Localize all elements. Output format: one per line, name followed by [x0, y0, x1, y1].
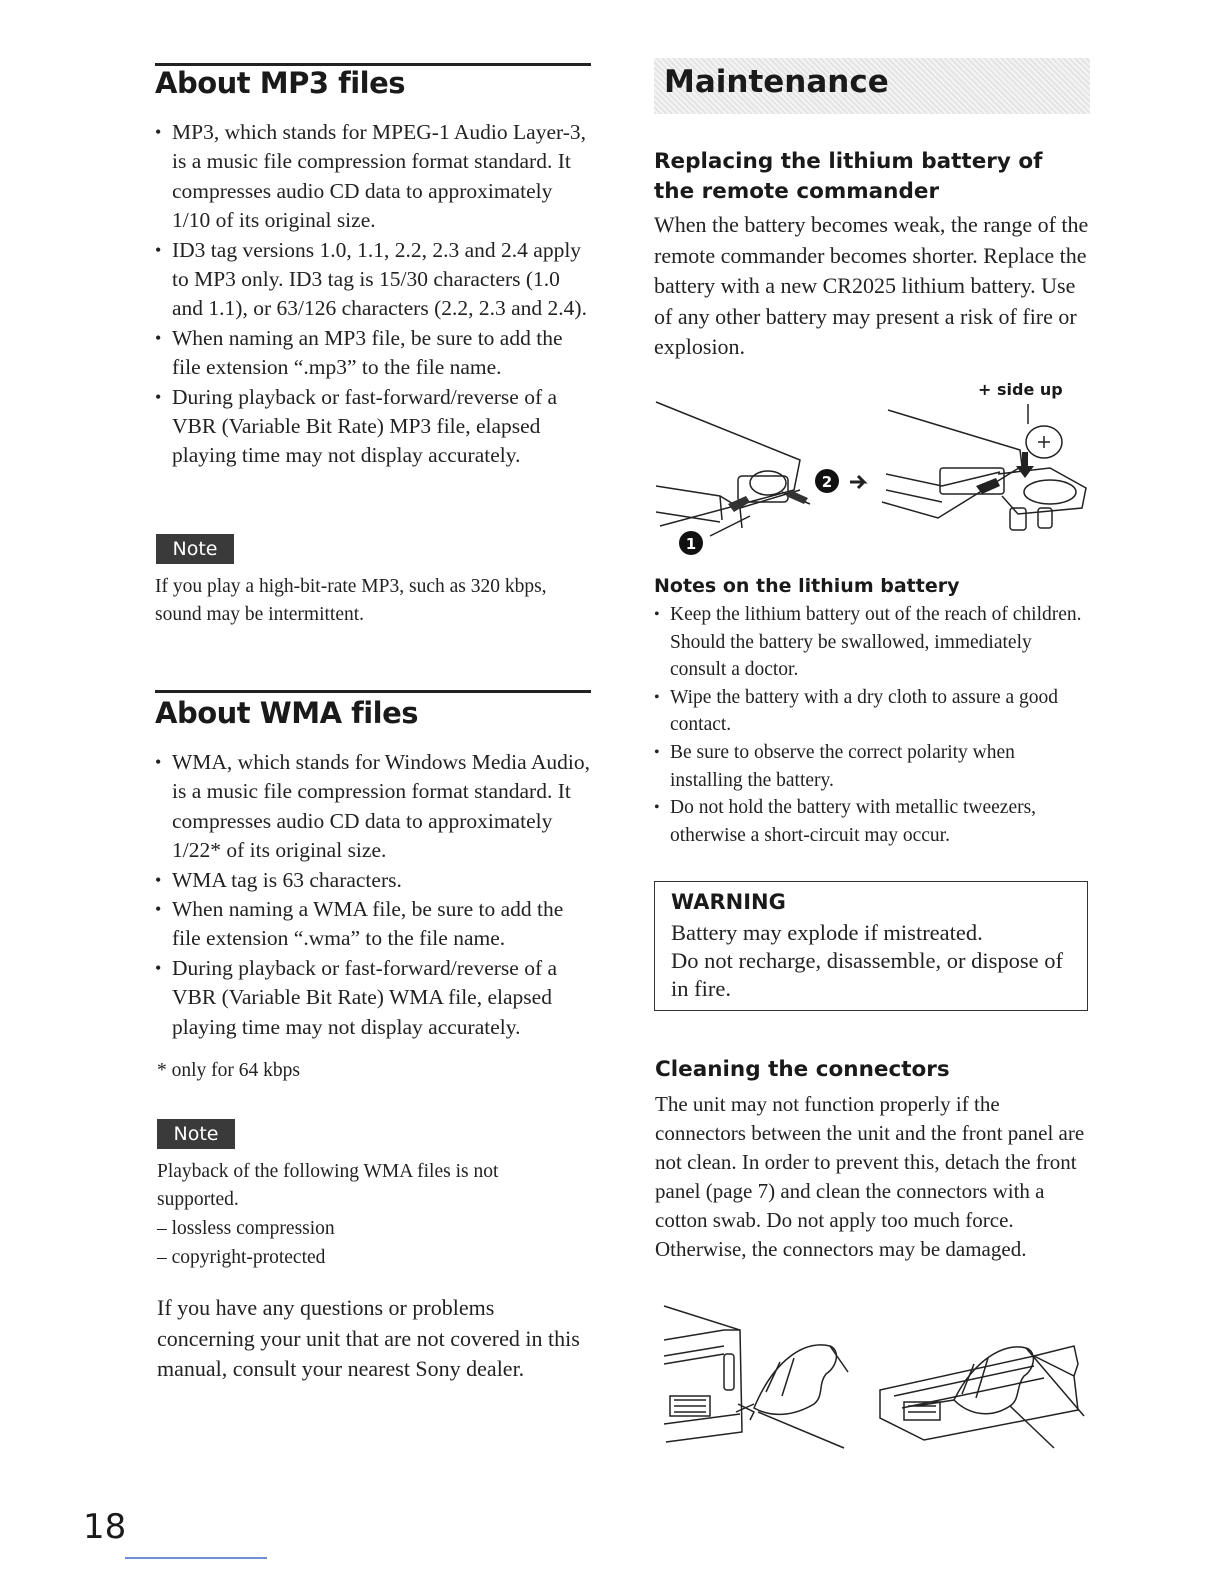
mp3-note-text: If you play a high-bit-rate MP3, such as 320 kbps, sound may be intermittent.: [155, 576, 547, 625]
footer-rule: [125, 1557, 267, 1559]
list-item: • During playback or fast-forward/reverse of a VBR (Variable Bit Rate) MP3 file, elapsed playing time may not display accurately.: [155, 383, 593, 471]
closing-paragraph: If you have any questions or problems concerning your unit that are not covered in this manual, consult your nearest Sony dealer.: [157, 1295, 580, 1381]
wma-bullet-list: [155, 748, 595, 1042]
side-up-label: + side up: [978, 380, 1063, 399]
wma-footnote: * only for 64 kbps: [157, 1060, 300, 1081]
battery-replacement-illustration: [650, 378, 1090, 558]
list-item: • Be sure to observe the correct polarity when installing the battery.: [654, 739, 1090, 794]
warning-title: WARNING: [671, 890, 786, 914]
wma-note-item: – lossless compression: [157, 1218, 335, 1239]
list-item: • ID3 tag versions 1.0, 1.1, 2.2, 2.3 and 2.4 apply to MP3 only. ID3 tag is 15/30 characters (1.0 and 1.1), or 63/126 characters (2.2, 2.3 and 2.4).: [155, 236, 593, 324]
wma-note-badge: Note: [157, 1119, 235, 1149]
warning-line: Battery may explode if mistreated.: [671, 920, 983, 945]
maintenance-title: Maintenance: [664, 64, 889, 100]
notes-bullet-list: [654, 601, 1090, 849]
list-item: • When naming a WMA file, be sure to add the file extension “.wma” to the file name.: [155, 895, 595, 954]
list-item: • Do not hold the battery with metallic tweezers, otherwise a short-circuit may occur.: [654, 794, 1090, 849]
mp3-bullet-list: [155, 118, 593, 471]
notes-heading: Notes on the lithium battery: [654, 575, 960, 597]
mp3-section-title: About MP3 files: [155, 66, 406, 100]
list-item: • WMA, which stands for Windows Media Audio, is a music file compression format standard. It compresses audio CD data to approximately 1/22* of its original size.: [155, 748, 595, 866]
list-item: • During playback or fast-forward/reverse of a VBR (Variable Bit Rate) WMA file, elapsed playing time may not display accurately.: [155, 954, 595, 1042]
cleaning-body: The unit may not function properly if the connectors between the unit and the front panel are not clean. In order to prevent this, detach the front panel (page 7) and clean the connectors with a cotton swab. Do not apply too much force. Otherwise, the connectors may be damaged.: [655, 1092, 1085, 1261]
list-item: • WMA tag is 63 characters.: [155, 866, 595, 895]
step-2-label: 2: [821, 473, 833, 491]
wma-section-title: About WMA files: [155, 696, 419, 730]
wma-section-rule: [155, 690, 591, 693]
page-number: 18: [83, 1507, 127, 1547]
wma-note-intro: Playback of the following WMA files is not supported.: [157, 1161, 499, 1210]
list-item: • When naming an MP3 file, be sure to add the file extension “.mp3” to the file name.: [155, 324, 593, 383]
cleaning-heading: Cleaning the connectors: [655, 1057, 950, 1082]
maintenance-banner: [654, 58, 1090, 114]
mp3-note-badge: Note: [156, 534, 234, 564]
step-1-label: 1: [685, 535, 697, 553]
remote-battery-svg: [650, 378, 1090, 558]
battery-body: When the battery becomes weak, the range of the remote commander becomes shorter. Replace the battery with a new CR2025 lithium battery. Use of any other battery may present a risk of fire or explosion.: [654, 212, 1089, 359]
warning-box: [654, 881, 1088, 1011]
list-item: • MP3, which stands for MPEG-1 Audio Layer-3, is a music file compression format standard. It compresses audio CD data to approximately 1/10 of its original size.: [155, 118, 593, 236]
battery-heading: Replacing the lithium battery of the remote commander: [654, 149, 1043, 204]
connector-cleaning-illustration: [654, 1300, 1094, 1450]
list-item: • Keep the lithium battery out of the reach of children. Should the battery be swallowed, immediately consult a doctor.: [654, 601, 1090, 684]
warning-line: Do not recharge, disassemble, or dispose of in fire.: [671, 948, 1063, 1001]
list-item: • Wipe the battery with a dry cloth to assure a good contact.: [654, 684, 1090, 739]
wma-note-item: – copyright-protected: [157, 1247, 326, 1268]
